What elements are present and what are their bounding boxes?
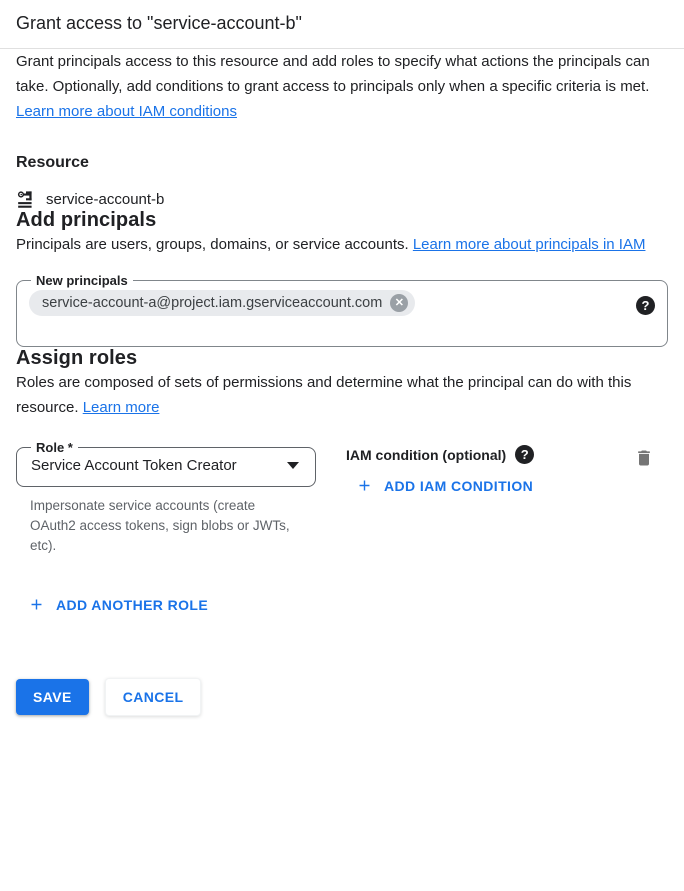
roles-learn-more-link[interactable]: Learn more [82,399,160,416]
new-principals-input-area[interactable] [29,290,655,334]
role-description-text: Impersonate service accounts (create OAuth2 access tokens, sign blobs or JWTs, etc). [30,498,290,553]
principals-description-body: Principals are users, groups, domains, or service accounts. [16,236,413,253]
principals-learn-more-link[interactable]: Learn more about principals in IAM [412,236,646,253]
add-iam-condition-button[interactable] [356,477,533,494]
iam-condition-label: IAM condition (optional) [346,446,507,463]
resource-name: service-account-b [46,190,165,208]
roles-description [16,370,668,420]
plus-icon [356,477,373,494]
chip-remove-icon[interactable]: ✕ [390,294,408,312]
add-another-role-label: ADD ANOTHER ROLE [56,596,209,613]
assign-roles-heading: Assign roles [16,347,138,369]
delete-role-column [634,440,668,473]
save-button[interactable]: SAVE [16,679,89,715]
dialog-actions [16,678,668,716]
role-column [16,440,316,556]
new-principals-field[interactable] [16,273,668,347]
iam-condition-help-icon[interactable]: ? [515,445,534,464]
intro-text [16,49,668,124]
resource-heading: Resource [16,154,89,171]
iam-condition-column [346,440,534,499]
principal-chip-text: service-account-a@project.iam.gserviceaccount.com [42,295,383,311]
principals-description [16,232,668,257]
role-row [16,440,668,556]
service-account-icon [16,189,36,209]
dialog-title: Grant access to "service-account-b" [16,13,302,33]
add-another-role-button[interactable] [28,596,208,613]
role-select[interactable] [16,440,316,487]
iam-condition-label-row [346,440,534,464]
principal-chip [29,290,415,316]
dialog-content [0,49,684,716]
cancel-button[interactable]: CANCEL [105,678,202,716]
principals-help-icon[interactable]: ? [636,296,655,315]
chevron-down-icon [287,462,299,469]
role-select-value-row[interactable] [29,455,303,486]
role-select-value: Service Account Token Creator [31,457,237,474]
plus-icon [28,596,45,613]
roles-description-body: Roles are composed of sets of permissions and determine what the principal can do with this resource. [16,374,632,416]
new-principals-label: New principals [36,273,128,288]
intro-text-body: Grant principals access to this resource and add roles to specify what actions the principals can take. Optionally, add conditions to grant access to principals only when a specific criteria is met. [16,53,650,95]
add-principals-heading: Add principals [16,209,157,231]
delete-role-button[interactable] [634,448,654,468]
iam-conditions-link[interactable]: Learn more about IAM conditions [16,103,237,120]
trash-icon [634,448,654,468]
resource-row [16,189,668,209]
role-select-label: Role * [36,440,73,455]
add-iam-condition-label: ADD IAM CONDITION [384,477,534,494]
dialog-header [0,0,684,49]
